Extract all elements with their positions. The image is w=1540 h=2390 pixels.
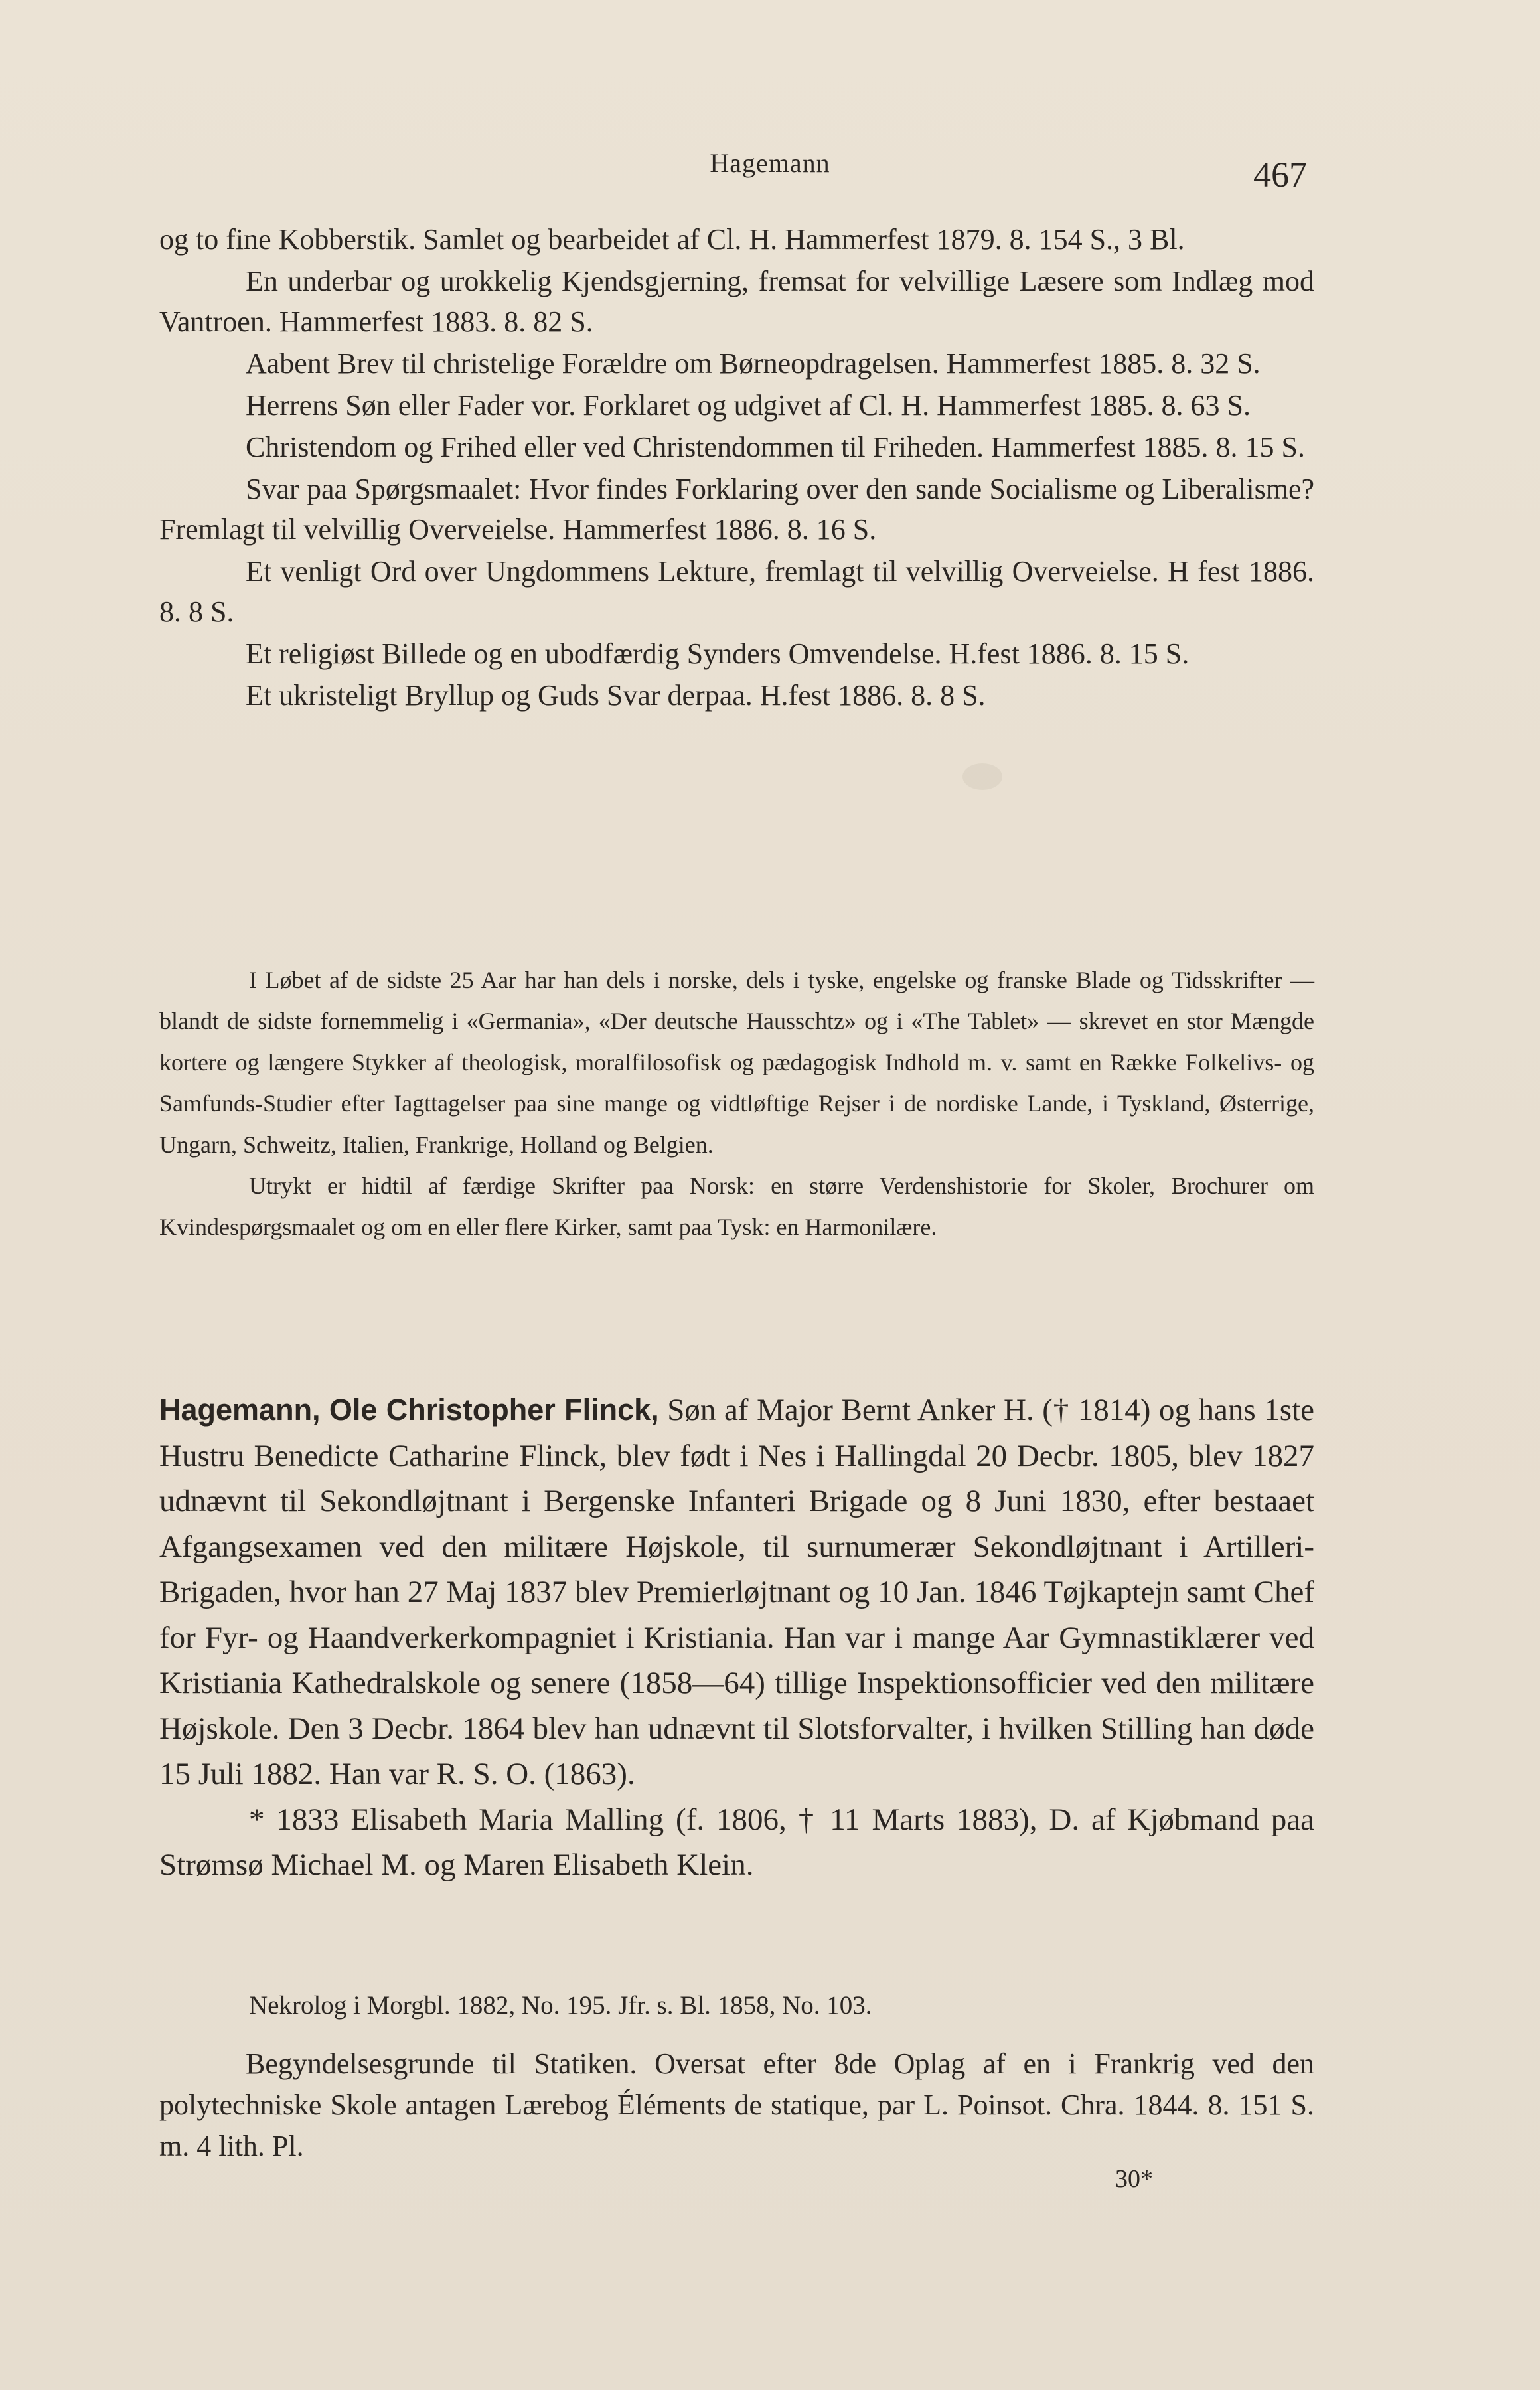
marriage-line: * 1833 Elisabeth Maria Malling (f. 1806, † 11 Marts 1883), D. af Kjøbmand paa Strømsø Michael M. og Maren Elisabeth Klein.: [159, 1802, 1314, 1882]
biblio-entry: Herrens Søn eller Fader vor. Forklaret og udgivet af Cl. H. Hammerfest 1885. 8. 63 S.: [246, 389, 1251, 422]
paper-stain: [963, 763, 1002, 790]
biography-paragraph: [159, 1388, 1314, 1797]
biblio-entry: Et religiøst Billede og en ubodfærdig Synders Omvendelse. H.fest 1886. 8. 15 S.: [246, 637, 1190, 670]
entry-name: Hagemann, Ole Christopher Flinck,: [159, 1393, 659, 1427]
biblio-entry: Aabent Brev til christelige Forældre om Børneopdragelsen. Hammerfest 1885. 8. 32 S.: [246, 347, 1261, 380]
works-text: Begyndelsesgrunde til Statiken. Oversat efter 8de Oplag af en i Frankrig ved den polytechniske Skole antagen Lærebog Éléments de statique, par L. Poinsot. Chra. 1844. 8. 151 S. m. 4 lith. Pl.: [159, 2047, 1314, 2162]
nekrolog-text: Nekrolog i Morgbl. 1882, No. 195. Jfr. s. Bl. 1858, No. 103.: [249, 1991, 872, 2020]
nekrolog-reference: [159, 1985, 1314, 2026]
biblio-entry: Et ukristeligt Bryllup og Guds Svar derpaa. H.fest 1886. 8. 8 S.: [246, 679, 986, 712]
biblio-entry: Christendom og Frihed eller ved Christendommen til Friheden. Hammerfest 1885. 8. 15 S.: [246, 431, 1305, 463]
works-entry: [159, 2043, 1314, 2167]
biblio-entry: En underbar og urokkelig Kjendsgjerning, fremsat for velvillige Læsere som Indlæg mod Vantroen. Hammerfest 1883. 8. 82 S.: [159, 265, 1314, 338]
biography-text: Søn af Major Bernt Anker H. († 1814) og hans 1ste Hustru Benedicte Catharine Flinck, blev født i Nes i Hallingdal 20 Decbr. 1805, blev 1827 udnævnt til Sekondløjtnant i Bergenske Infanteri Brigade og 8 Juni 1830, efter bestaaet Afgangsexamen ved den militære Højskole, til surnumerær Sekondløjtnant i Artilleri-Brigaden, hvor han 27 Maj 1837 blev Premierløjtnant og 10 Jan. 1846 Tøjkaptejn samt Chef for Fyr- og Haandverkerkompagniet i Kristiania. Han var i mange Aar Gymnastiklærer ved Kristiania Kathedralskole og senere (1858—64) tillige Inspektionsofficier ved den militære Højskole. Den 3 Decbr. 1864 blev han udnævnt til Slotsforvalter, i hvilken Stilling han døde 15 Juli 1882. Han var R. S. O. (1863).: [159, 1393, 1314, 1791]
biblio-entry: Et venligt Ord over Ungdommens Lekture, fremlagt til velvillig Overveielse. H fest 1886. 8. 8 S.: [159, 555, 1314, 628]
biblio-entry: Svar paa Spørgsmaalet: Hvor findes Forklaring over den sande Socialisme og Liberalisme? Fremlagt til velvillig Overveielse. Hammerfest 1886. 8. 16 S.: [159, 473, 1314, 546]
note-paragraph: Utrykt er hidtil af færdige Skrifter paa Norsk: en større Verdenshistorie for Skoler, Brochurer om Kvindespørgsmaalet og om en eller flere Kirker, samt paa Tysk: en Harmonilære.: [159, 1172, 1314, 1240]
notes-section: [159, 959, 1314, 1247]
signature-mark: 30*: [1115, 2165, 1153, 2193]
biography-entry: [159, 1388, 1314, 1888]
bibliography-list: [159, 219, 1314, 717]
biblio-entry: og to fine Kobberstik. Samlet og bearbeidet af Cl. H. Hammerfest 1879. 8. 154 S., 3 Bl.: [159, 223, 1185, 256]
running-title: Hagemann: [710, 148, 830, 178]
note-paragraph: I Løbet af de sidste 25 Aar har han dels i norske, dels i tyske, engelske og franske Blade og Tidsskrifter — blandt de sidste fornemmelig i «Germania», «Der deutsche Hausschtz» og i «The Tablet» — skrevet en stor Mængde kortere og længere Stykker af theologisk, moralfilosofisk og pædagogisk Indhold m. v. samt en Række Folkelivs- og Samfunds-Studier efter Iagttagelser paa sine mange og vidtløftige Rejser i de nordiske Lande, i Tyskland, Østerrige, Ungarn, Schweitz, Italien, Frankrige, Holland og Belgien.: [159, 967, 1314, 1158]
page-number: 467: [1253, 155, 1307, 195]
